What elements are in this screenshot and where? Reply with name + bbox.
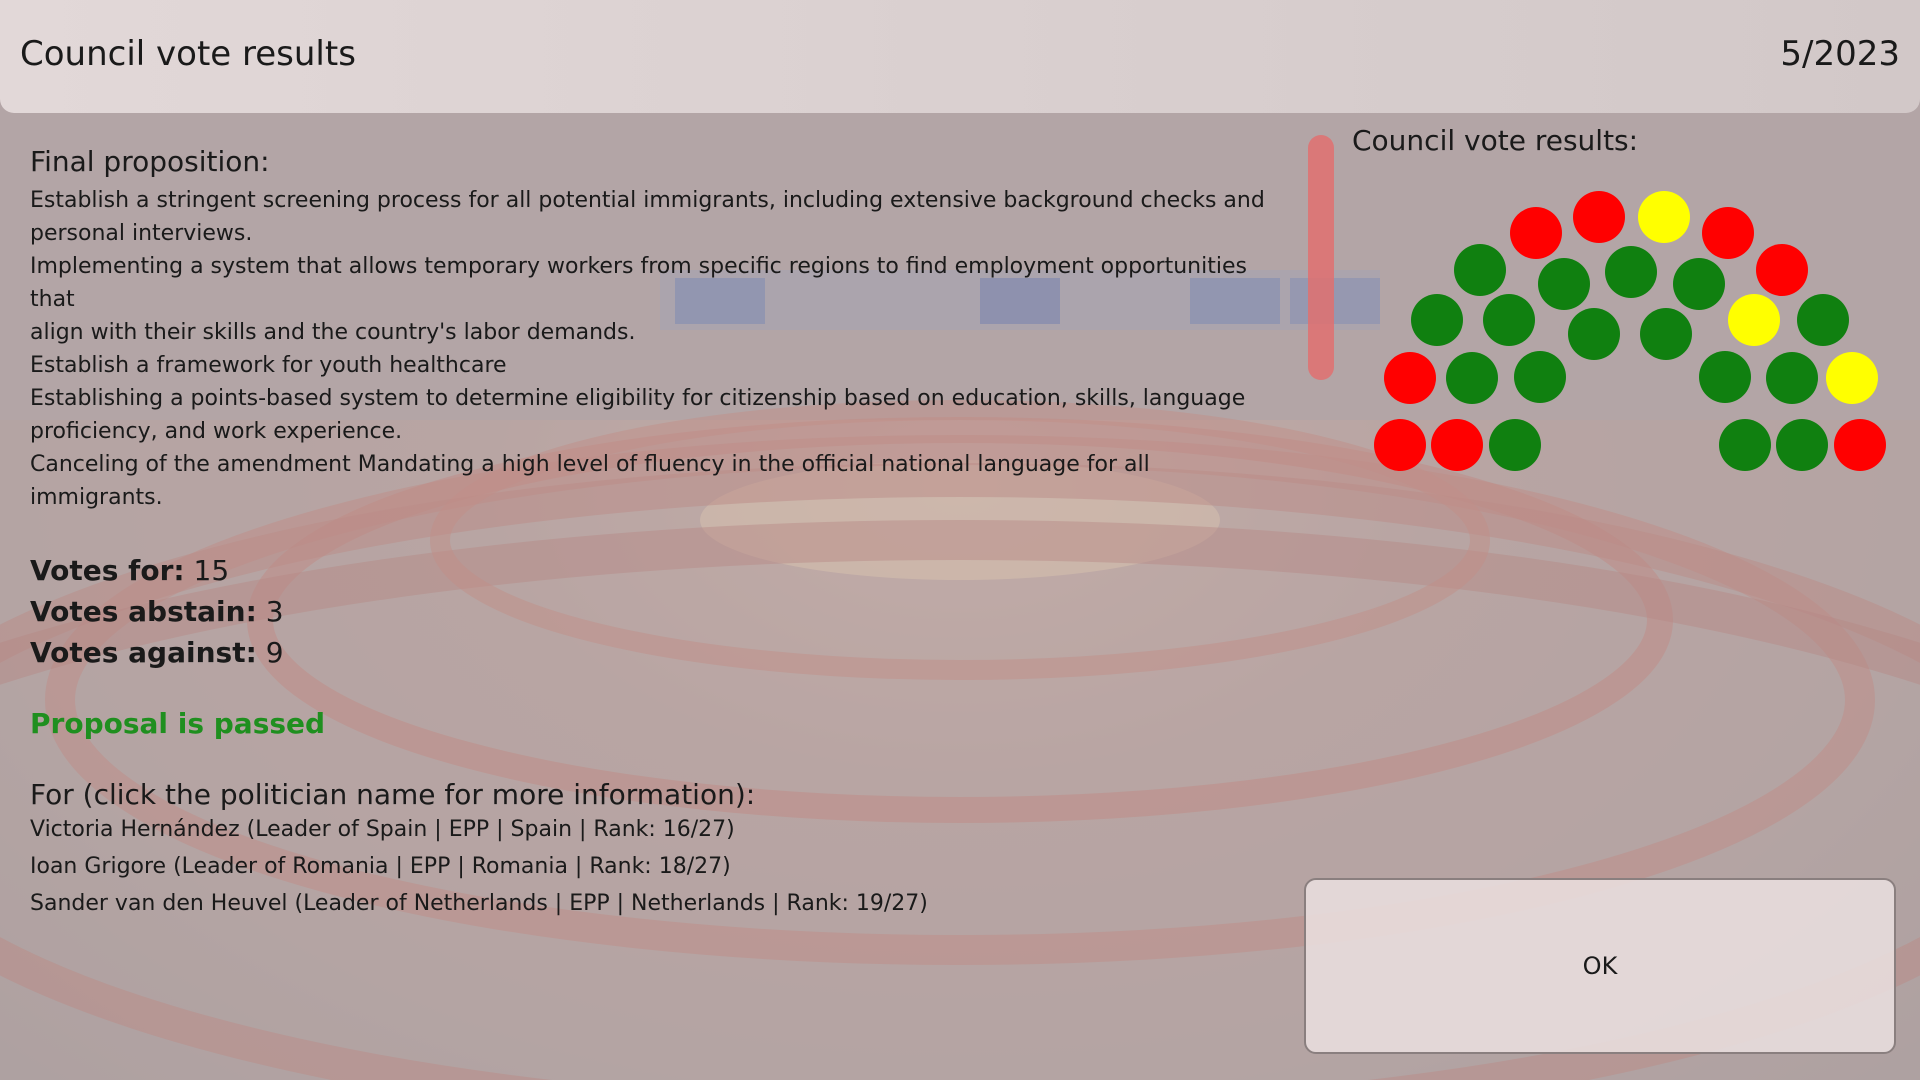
seat-for: [1719, 419, 1771, 471]
proposition-line: Canceling of the amendment Mandating a high level of fluency in the official national language for all immigrants.: [30, 452, 1150, 510]
date-label: 5/2023: [1780, 34, 1900, 74]
seat-for: [1699, 351, 1751, 403]
seat-for: [1640, 308, 1692, 360]
votes-abstain-row: [30, 591, 1270, 632]
seat-for: [1766, 352, 1818, 404]
seat-abstain: [1638, 191, 1690, 243]
votes-against-value: 9: [265, 636, 284, 669]
seat-for: [1489, 419, 1541, 471]
politician-link[interactable]: Sander van den Heuvel (Leader of Netherlands | EPP | Netherlands | Rank: 19/27): [30, 891, 928, 916]
seat-for: [1538, 258, 1590, 310]
votes-abstain-label: Votes abstain:: [30, 595, 257, 628]
for-list-heading: For (click the politician name for more information):: [30, 778, 756, 811]
seat-against: [1384, 352, 1436, 404]
result-status: Proposal is passed: [30, 707, 326, 740]
seat-against: [1374, 419, 1426, 471]
seat-for: [1454, 244, 1506, 296]
votes-against-row: [30, 632, 1270, 673]
seat-against: [1431, 419, 1483, 471]
seat-against: [1834, 419, 1886, 471]
seat-for: [1673, 258, 1725, 310]
chart-title: Council vote results:: [1352, 124, 1639, 157]
seat-against: [1756, 244, 1808, 296]
scrollbar[interactable]: [1308, 135, 1334, 380]
proposition-line: Establish a stringent screening process for all potential immigrants, including extensive background checks and: [30, 188, 1265, 213]
seat-for: [1797, 294, 1849, 346]
politician-link[interactable]: Ioan Grigore (Leader of Romania | EPP | Romania | Rank: 18/27): [30, 854, 731, 879]
council-hemicycle-chart: [1360, 180, 1900, 490]
vote-totals: [30, 550, 1270, 673]
proposition-heading: Final proposition:: [30, 145, 270, 178]
seat-for: [1514, 351, 1566, 403]
proposition-line: personal interviews.: [30, 221, 253, 246]
proposition-line: Establish a framework for youth healthcare: [30, 353, 507, 378]
votes-for-label: Votes for:: [30, 554, 185, 587]
politician-link[interactable]: Victoria Hernández (Leader of Spain | EPP | Spain | Rank: 16/27): [30, 817, 735, 842]
proposition-text: [30, 184, 1270, 514]
ok-button[interactable]: OK: [1304, 878, 1896, 1054]
seat-abstain: [1728, 294, 1780, 346]
seat-against: [1573, 191, 1625, 243]
proposition-line: Implementing a system that allows temporary workers from specific regions to find employment opportunities that: [30, 254, 1247, 312]
seat-abstain: [1826, 352, 1878, 404]
proposition-line: align with their skills and the country's labor demands.: [30, 320, 636, 345]
proposition-line: Establishing a points-based system to determine eligibility for citizenship based on education, skills, language: [30, 386, 1246, 411]
seat-against: [1510, 207, 1562, 259]
header-bar: [0, 0, 1920, 113]
proposition-line: proficiency, and work experience.: [30, 419, 403, 444]
votes-for-row: [30, 550, 1270, 591]
results-panel: [30, 145, 1270, 922]
seat-for: [1568, 308, 1620, 360]
page-title: Council vote results: [20, 34, 356, 74]
votes-for-value: 15: [193, 554, 230, 587]
politician-list: [30, 811, 1270, 922]
votes-abstain-value: 3: [265, 595, 284, 628]
seat-for: [1446, 352, 1498, 404]
votes-against-label: Votes against:: [30, 636, 257, 669]
seat-against: [1702, 207, 1754, 259]
seat-for: [1483, 294, 1535, 346]
seat-for: [1411, 294, 1463, 346]
seat-for: [1605, 246, 1657, 298]
seat-for: [1776, 419, 1828, 471]
